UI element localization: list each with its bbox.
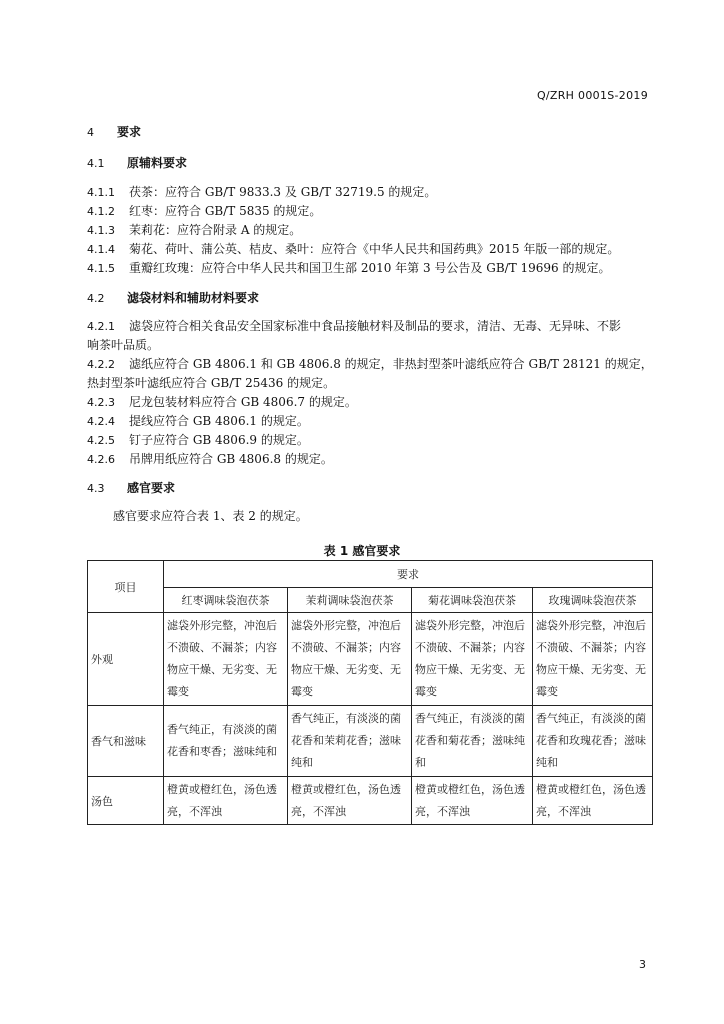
- clause-number: 4.1.1: [87, 186, 115, 199]
- page-number: 3: [639, 958, 646, 971]
- clause-text: 吊牌用纸应符合 GB 4806.8 的规定。: [129, 452, 333, 466]
- clause-number: 4.2.1: [87, 320, 115, 333]
- section-4-1-heading: [87, 155, 187, 172]
- section-title: 要求: [117, 125, 142, 139]
- table-cell: 香气纯正，有淡淡的菌花香和枣香；滋味纯和: [164, 706, 288, 777]
- column-header: 菊花调味袋泡茯茶: [412, 588, 533, 613]
- section-4-heading: [87, 124, 141, 141]
- table-cell: 香气纯正，有淡淡的菌花香和玫瑰花香；滋味纯和: [533, 706, 653, 777]
- clause-text: 钉子应符合 GB 4806.9 的规定。: [129, 433, 309, 447]
- clause-number: 4.2.5: [87, 434, 115, 447]
- clause-4-2-6: [87, 451, 333, 468]
- clause-text: 茉莉花：应符合附录 A 的规定。: [129, 223, 302, 237]
- section-title: 原辅料要求: [127, 156, 188, 170]
- clause-4-2-5: [87, 432, 309, 449]
- clause-4-1-4: [87, 241, 619, 258]
- table-cell: 橙黄或橙红色，汤色透亮，不浑浊: [164, 777, 288, 825]
- row-label: 汤色: [88, 777, 164, 825]
- table-cell: 香气纯正，有淡淡的菌花香和菊花香；滋味纯和: [412, 706, 533, 777]
- clause-number: 4.1.4: [87, 243, 115, 256]
- table-cell: 橙黄或橙红色，汤色透亮，不浑浊: [533, 777, 653, 825]
- table-row: [88, 613, 653, 706]
- section-title: 滤袋材料和辅助材料要求: [127, 291, 260, 305]
- clause-number: 4.2.2: [87, 358, 115, 371]
- table-title: 表 1 感官要求: [323, 544, 401, 558]
- clause-4-2-2: [87, 356, 653, 373]
- document-code: Q/ZRH 0001S-2019: [536, 89, 648, 102]
- clause-text: 菊花、荷叶、蒲公英、桔皮、桑叶：应符合《中华人民共和国药典》2015 年版一部的规定。: [129, 242, 620, 256]
- clause-number: 4.1.5: [87, 262, 115, 275]
- header-item: 项目: [88, 561, 164, 613]
- table-row: [88, 706, 653, 777]
- section-4-3-heading: [87, 480, 175, 497]
- table-cell: 滤袋外形完整，冲泡后不溃破、不漏茶；内容物应干燥、无劣变、无霉变: [288, 613, 412, 706]
- row-label: 外观: [88, 613, 164, 706]
- table-cell: 橙黄或橙红色，汤色透亮，不浑浊: [412, 777, 533, 825]
- section-number: 4.3: [87, 482, 105, 495]
- clause-number: 4.2.3: [87, 396, 115, 409]
- table-cell: 滤袋外形完整，冲泡后不溃破、不漏茶；内容物应干燥、无劣变、无霉变: [533, 613, 653, 706]
- clause-text: 提线应符合 GB 4806.1 的规定。: [129, 414, 309, 428]
- section-title: 感官要求: [127, 481, 176, 495]
- clause-text: 红枣：应符合 GB/T 5835 的规定。: [129, 204, 322, 218]
- clause-text: 尼龙包装材料应符合 GB 4806.7 的规定。: [129, 395, 357, 409]
- clause-text: 重瓣红玫瑰：应符合中华人民共和国卫生部 2010 年第 3 号公告及 GB/T 19696 的规定。: [129, 261, 611, 275]
- clause-number: 4.1.3: [87, 224, 115, 237]
- section-number: 4: [87, 126, 94, 139]
- clause-number: 4.2.6: [87, 453, 115, 466]
- section-4-2-heading: [87, 290, 259, 307]
- section-4-3-intro: 感官要求应符合表 1、表 2 的规定。: [113, 509, 308, 523]
- clause-4-1-1: [87, 184, 436, 201]
- header-requirement: 要求: [164, 561, 653, 588]
- clause-4-1-5: [87, 260, 611, 277]
- clause-4-2-3: [87, 394, 357, 411]
- clause-4-2-4: [87, 413, 309, 430]
- clause-number: 4.1.2: [87, 205, 115, 218]
- table-cell: 香气纯正，有淡淡的菌花香和茉莉花香；滋味纯和: [288, 706, 412, 777]
- column-header: 茉莉调味袋泡茯茶: [288, 588, 412, 613]
- section-number: 4.1: [87, 157, 105, 170]
- table-row: [88, 777, 653, 825]
- column-header: 玫瑰调味袋泡茯茶: [533, 588, 653, 613]
- clause-4-2-2-cont: 热封型茶叶滤纸应符合 GB/T 25436 的规定。: [87, 376, 336, 390]
- table-cell: 橙黄或橙红色，汤色透亮，不浑浊: [288, 777, 412, 825]
- row-label: 香气和滋味: [88, 706, 164, 777]
- column-header: 红枣调味袋泡茯茶: [164, 588, 288, 613]
- clause-4-2-1-cont: 响茶叶品质。: [87, 338, 160, 352]
- clause-text: 滤袋应符合相关食品安全国家标准中食品接触材料及制品的要求，清洁、无毒、无异味、不影: [129, 319, 622, 333]
- table-cell: 滤袋外形完整，冲泡后不溃破、不漏茶；内容物应干燥、无劣变、无霉变: [412, 613, 533, 706]
- table-cell: 滤袋外形完整，冲泡后不溃破、不漏茶；内容物应干燥、无劣变、无霉变: [164, 613, 288, 706]
- sensory-requirements-table: [87, 560, 653, 825]
- clause-4-2-1: [87, 318, 621, 335]
- clause-text: 茯茶：应符合 GB/T 9833.3 及 GB/T 32719.5 的规定。: [129, 185, 437, 199]
- clause-text: 滤纸应符合 GB 4806.1 和 GB 4806.8 的规定，非热封型茶叶滤纸应符合 GB/T 28121 的规定，: [129, 357, 653, 371]
- clause-4-1-3: [87, 222, 301, 239]
- clause-4-1-2: [87, 203, 321, 220]
- section-number: 4.2: [87, 292, 105, 305]
- clause-number: 4.2.4: [87, 415, 115, 428]
